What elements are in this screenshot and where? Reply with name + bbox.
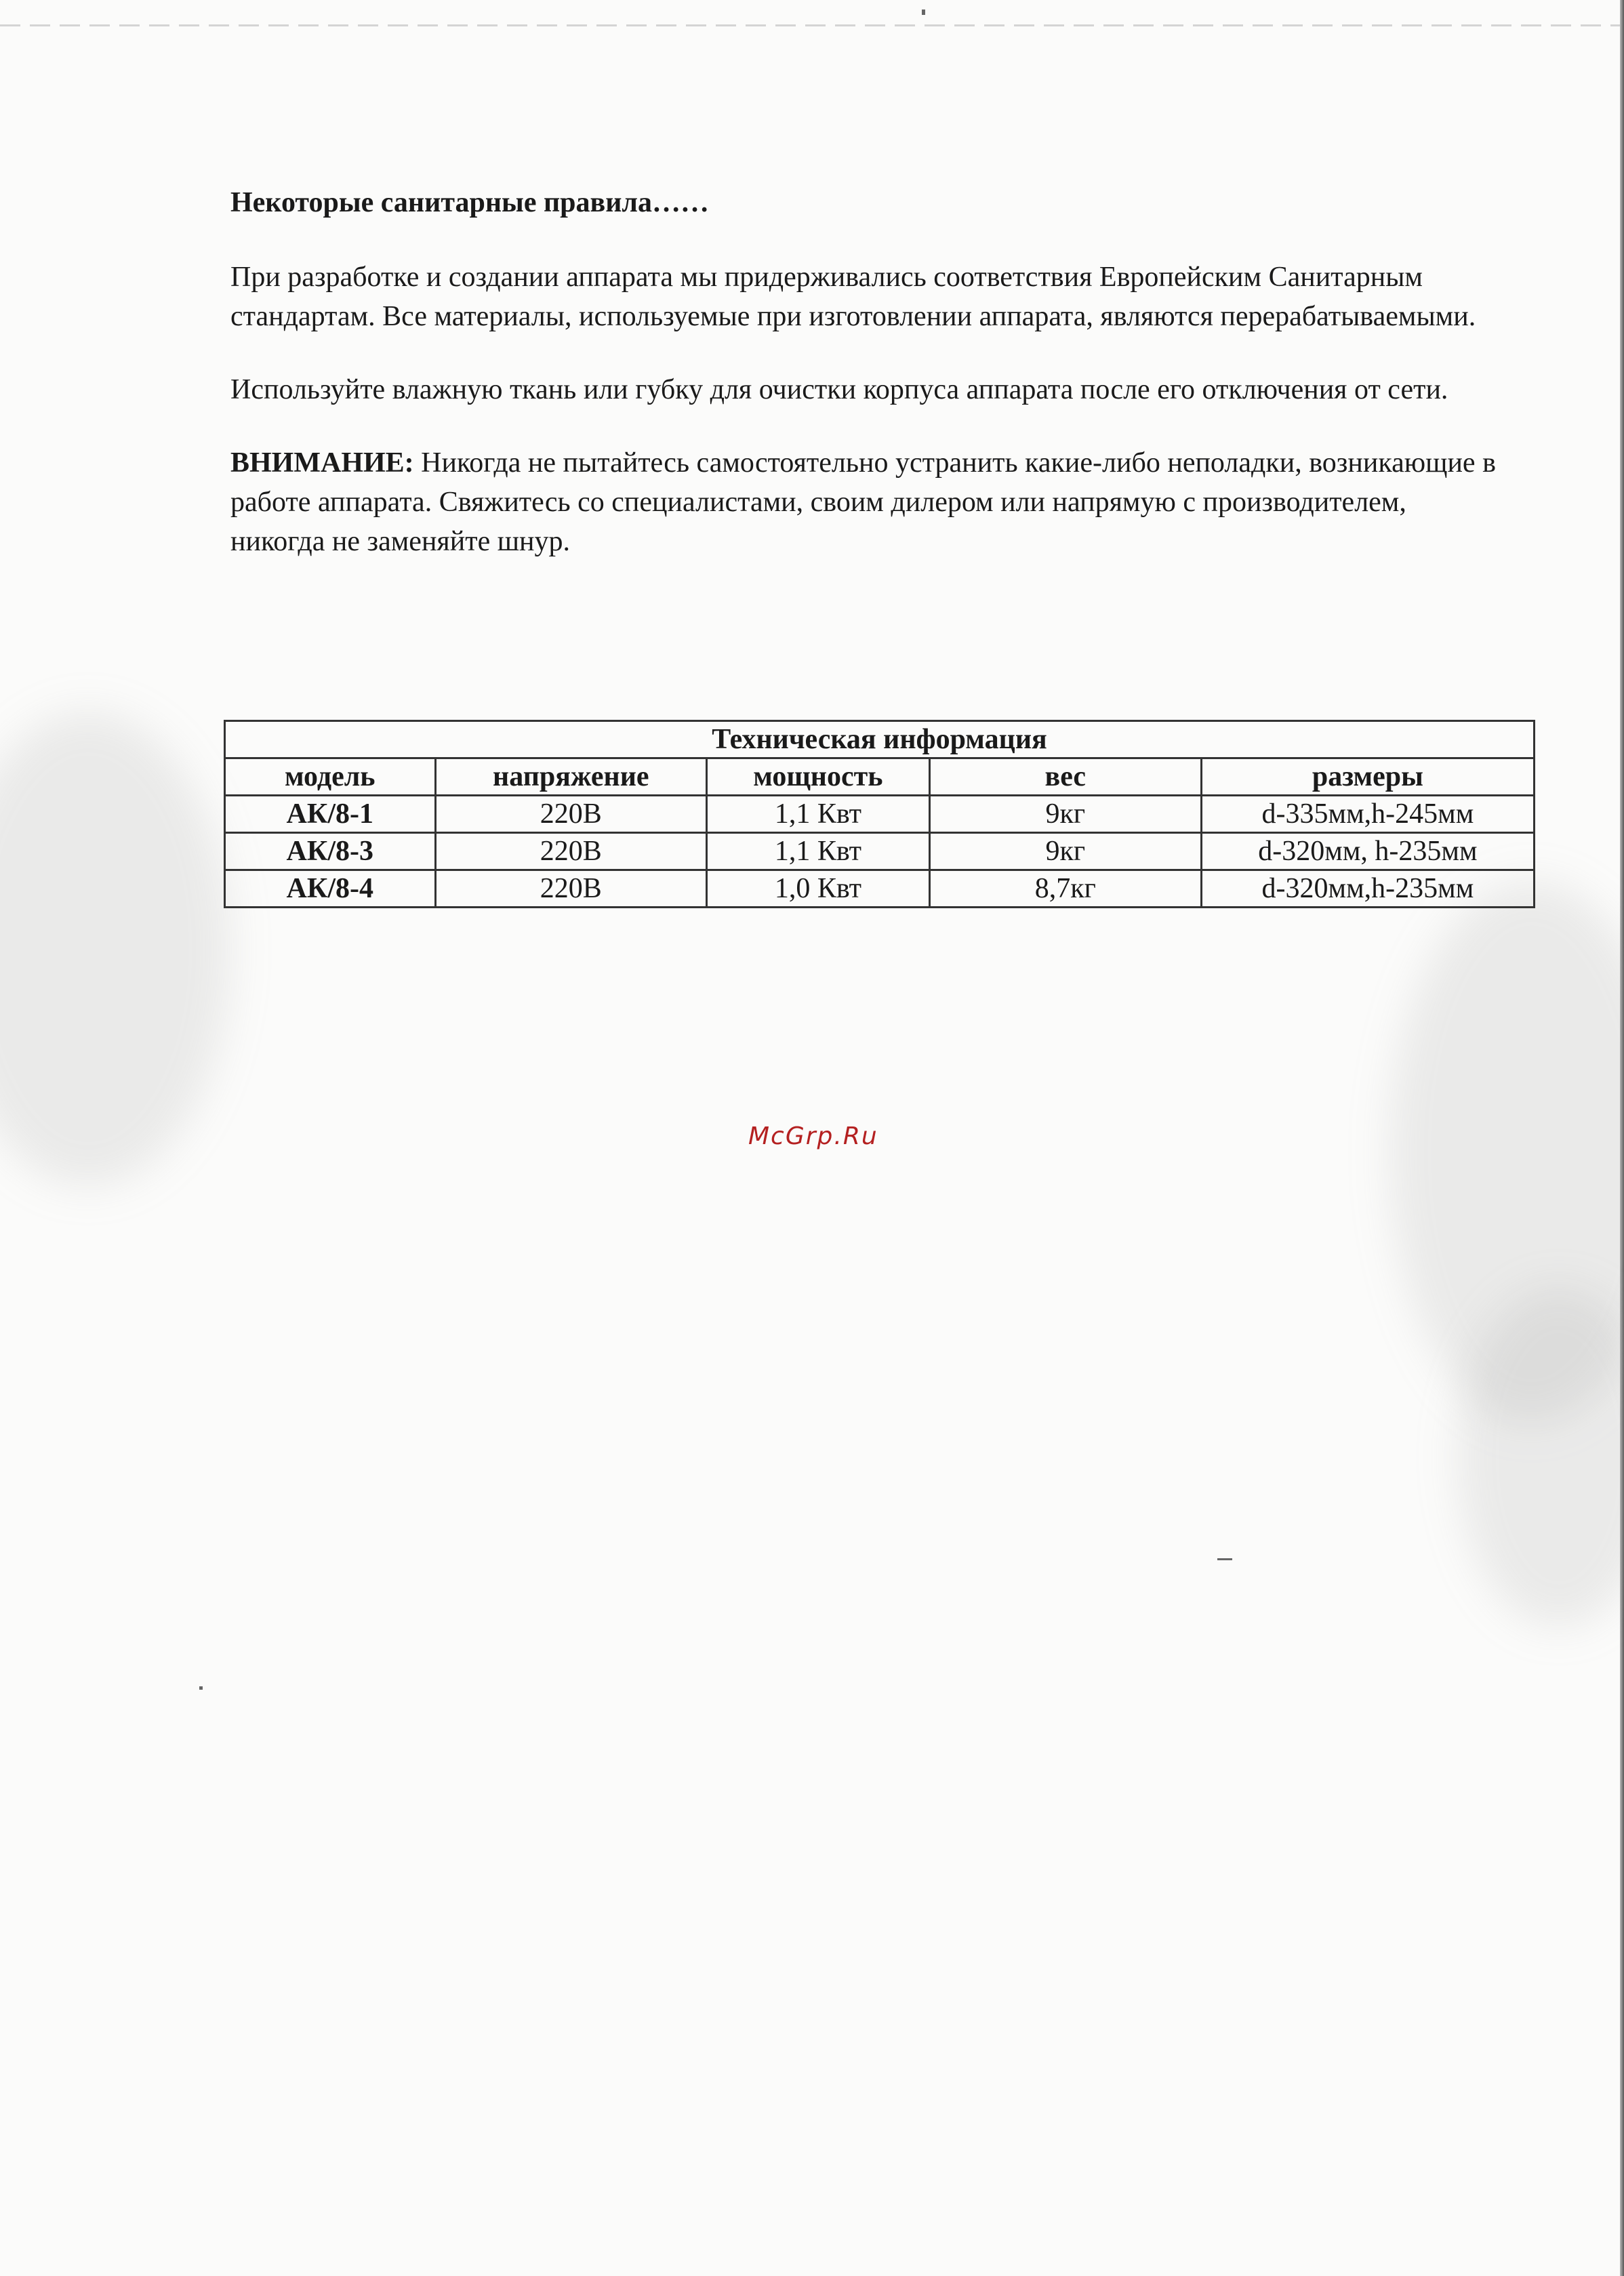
cell-power: 1,1 Квт (707, 796, 930, 833)
table-row (225, 870, 1535, 908)
cell-weight: 8,7кг (929, 870, 1201, 908)
section-heading: Некоторые санитарные правила…… (230, 187, 709, 218)
column-header: вес (929, 758, 1201, 796)
paragraph-cleaning: Используйте влажную ткань или губку для очистки корпуса аппарата после его отключения от сети. (230, 374, 1448, 405)
scan-speck (922, 9, 925, 15)
scan-smudge (0, 712, 230, 1186)
table-row (225, 833, 1535, 870)
paragraph-standards: При разработке и создании аппарата мы придерживались соответствия Европейским Санитарным стандартам. Все материалы, используемые при изготовлении аппарата, являются перерабатываемыми. (230, 262, 1476, 332)
tech-info-table (224, 720, 1535, 908)
cell-model: АК/8-1 (225, 796, 436, 833)
table-header-row (225, 758, 1535, 796)
cell-voltage: 220В (435, 796, 707, 833)
cell-voltage: 220В (435, 870, 707, 908)
warning-label: ВНИМАНИЕ: (230, 447, 414, 479)
cell-dimensions: d-335мм,h-245мм (1201, 796, 1534, 833)
cell-weight: 9кг (929, 796, 1201, 833)
column-header: мощность (707, 758, 930, 796)
cell-model: АК/8-3 (225, 833, 436, 870)
paragraph-warning (230, 443, 1505, 561)
column-header: модель (225, 758, 436, 796)
scan-speck (1217, 1558, 1232, 1560)
cell-dimensions: d-320мм, h-235мм (1201, 833, 1534, 870)
cell-voltage: 220В (435, 833, 707, 870)
warning-text: Никогда не пытайтесь самостоятельно устранить какие-либо неполадки, возникающие в работе аппарата. Свяжитесь со специалистами, своим дилером или напрямую с производителем, никогда не заменяйте шнур. (230, 447, 1496, 557)
cell-power: 1,0 Квт (707, 870, 930, 908)
cell-dimensions: d-320мм,h-235мм (1201, 870, 1534, 908)
table-title: Техническая информация (225, 721, 1535, 758)
column-header: размеры (1201, 758, 1534, 796)
table-row (225, 796, 1535, 833)
cell-model: АК/8-4 (225, 870, 436, 908)
column-header: напряжение (435, 758, 707, 796)
cell-weight: 9кг (929, 833, 1201, 870)
document-body (230, 183, 1505, 595)
cell-power: 1,1 Квт (707, 833, 930, 870)
scan-speck (199, 1686, 203, 1690)
table-title-row (225, 721, 1535, 758)
scan-top-edge (0, 24, 1624, 26)
watermark-link[interactable]: McGrp.Ru (748, 1122, 878, 1150)
